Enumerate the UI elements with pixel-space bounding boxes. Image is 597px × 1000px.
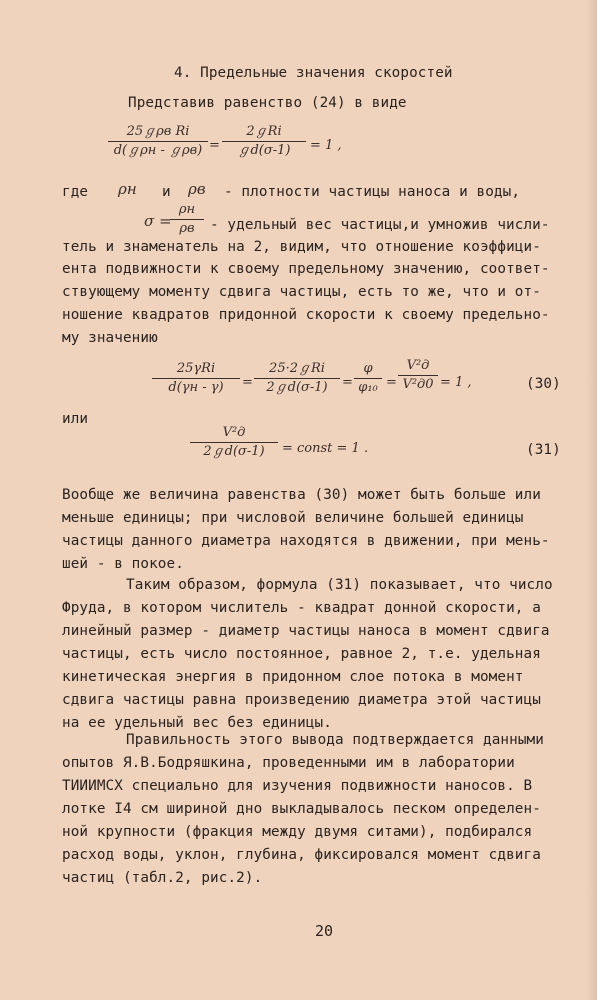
eq1-right-denominator: ℊd(σ-1) xyxy=(237,143,291,158)
eq30-f3-denominator: φ₁₀ xyxy=(358,380,378,395)
eq30-f4-denominator: V²д0 xyxy=(402,377,434,392)
eq1-tail: = 1 , xyxy=(310,138,342,153)
para4-line: лотке I4 см шириной дно выкладывалось песком определен- xyxy=(62,801,541,817)
para4-line: ной крупности (фракция между двумя ситами), подбирался xyxy=(62,824,533,840)
sigma-fraction xyxy=(170,202,204,237)
eq30-f2-denominator: 2ℊd(σ-1) xyxy=(266,380,328,395)
eq30-fraction-3 xyxy=(354,361,382,396)
intro-line: Представив равенство (24) в виде xyxy=(128,95,407,111)
eq1-left-denominator: d(ℊρн - ℊρв) xyxy=(113,143,203,158)
para2-line: Вообще же величина равенства (30) может быть больше или xyxy=(62,487,541,503)
where-word: где xyxy=(62,184,89,200)
sigma-numerator: ρн xyxy=(178,202,196,217)
density-particle-symbol: ρн xyxy=(118,180,137,198)
para4-line: опытов Я.В.Бодряшкина, проведенными им в лаборатории xyxy=(62,755,515,771)
para2-line: меньше единицы; при числовой величине большей единицы xyxy=(62,510,524,526)
para4-line: частиц (табл.2, рис.2). xyxy=(62,870,263,886)
para2-line: шей - в покое. xyxy=(62,556,184,572)
para3-line: Фруда, в котором числитель - квадрат донной скорости, а xyxy=(62,600,541,616)
where-rest: - плотности частицы наноса и воды, xyxy=(224,184,521,200)
eq30-tail: = 1 , xyxy=(440,375,472,390)
and-word: и xyxy=(162,184,171,200)
sigma-rest: - удельный вес частицы,и умножив числи- xyxy=(210,217,550,233)
para2-line: частицы данного диаметра находятся в движении, при мень- xyxy=(62,533,550,549)
or-word: или xyxy=(62,411,89,427)
eq31-number: (31) xyxy=(526,442,561,458)
page-edge-shadow xyxy=(587,0,597,1000)
para3-line: сдвига частицы равна произведению диаметра этой частицы xyxy=(62,692,541,708)
para3-line: кинетическая энергия в придонном слое потока в момент xyxy=(62,669,524,685)
density-water-symbol: ρв xyxy=(188,180,206,198)
para3-line: частицы, есть число постоянное, равное 2, т.е. удельная xyxy=(62,646,541,662)
para3-line: Таким образом, формула (31) показывает, что число xyxy=(126,577,553,593)
eq1-right-fraction xyxy=(222,124,306,159)
para1-line: ствующему моменту сдвига частицы, есть то же, что и от- xyxy=(62,284,541,300)
eq31-fraction xyxy=(190,425,278,460)
sigma-denominator: ρв xyxy=(179,221,195,236)
eq30-equals-1: = xyxy=(242,375,253,390)
eq1-right-numerator: 2ℊRi xyxy=(246,124,282,139)
section-heading: 4. Предельные значения скоростей xyxy=(174,65,453,81)
para1-line: ношение квадратов придонной скорости к своему предельно- xyxy=(62,307,550,323)
eq30-f2-numerator: 25·2ℊRi xyxy=(269,361,325,376)
eq1-left-fraction xyxy=(108,124,208,159)
eq30-fraction-1 xyxy=(152,361,240,396)
eq30-equals-3: = xyxy=(386,375,397,390)
eq31-tail: = const = 1 . xyxy=(282,441,369,456)
para4-line: расход воды, уклон, глубина, фиксировался момент сдвига xyxy=(62,847,541,863)
eq30-fraction-2 xyxy=(254,361,340,396)
eq30-equals-2: = xyxy=(342,375,353,390)
para1-line: ента подвижности к своему предельному значению, соответ- xyxy=(62,261,550,277)
para4-line: ТИИИМСХ специально для изучения подвижности наносов. В xyxy=(62,778,533,794)
eq30-f4-numerator: V²д xyxy=(406,358,430,373)
eq30-fraction-4 xyxy=(398,358,438,393)
eq31-numerator: V²д xyxy=(222,425,246,440)
para3-line: линейный размер - диаметр частицы наноса в момент сдвига xyxy=(62,623,550,639)
eq30-f1-denominator: d(γн - γ) xyxy=(168,380,224,395)
sigma-symbol: σ = xyxy=(144,212,172,230)
eq1-equals: = xyxy=(209,138,220,153)
eq31-denominator: 2ℊd(σ-1) xyxy=(203,444,265,459)
eq30-f3-numerator: φ xyxy=(363,361,373,376)
para4-line: Правильность этого вывода подтверждается данными xyxy=(126,732,544,748)
eq30-f1-numerator: 25γRi xyxy=(176,361,216,376)
page-number: 20 xyxy=(315,922,334,940)
para3-line: на ее удельный вес без единицы. xyxy=(62,715,332,731)
eq1-left-numerator: 25ℊρв Ri xyxy=(126,124,190,139)
para1-line: тель и знаменатель на 2, видим, что отношение коэффици- xyxy=(62,239,541,255)
eq30-number: (30) xyxy=(526,376,561,392)
para1-line: му значению xyxy=(62,330,158,346)
